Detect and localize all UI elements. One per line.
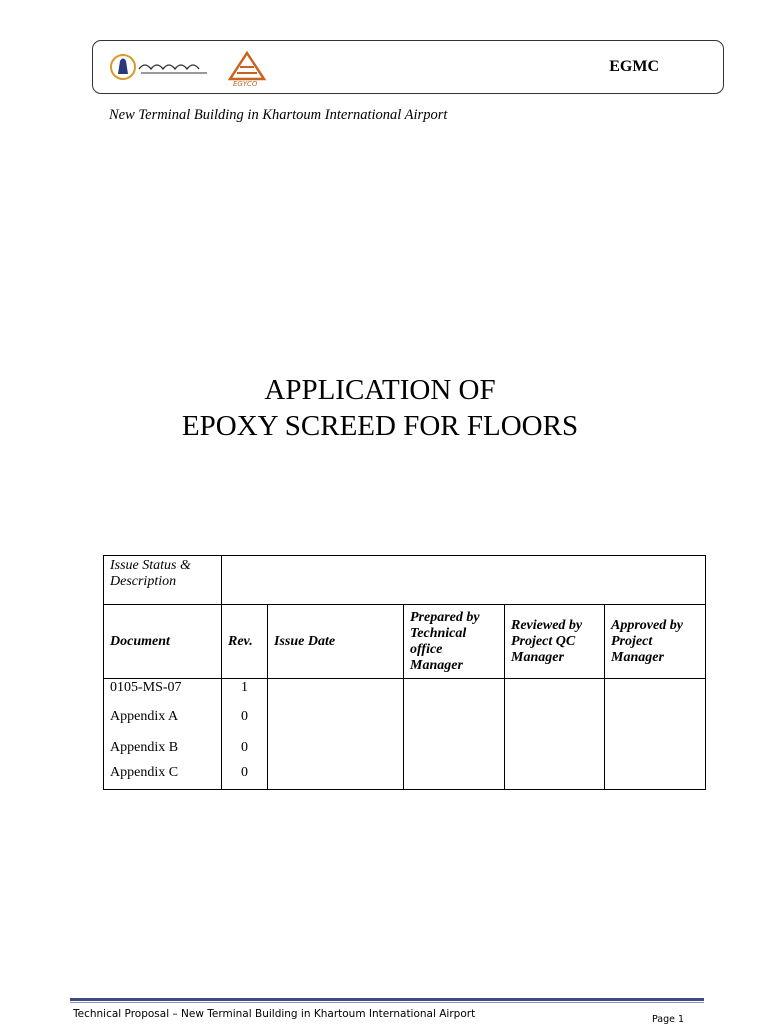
- table-header-row: [104, 605, 706, 679]
- status-label: Issue Status & Description: [104, 556, 222, 605]
- header-document: Document: [104, 605, 222, 679]
- status-value: [222, 556, 706, 605]
- document-row-0: 0105-MS-07: [110, 680, 182, 695]
- page-header: [92, 40, 724, 94]
- header-reviewed-by: Reviewed by Project QC Manager: [505, 605, 605, 679]
- page-number: Page 1: [652, 1014, 685, 1025]
- document-row-3: Appendix C: [110, 765, 179, 780]
- rev-cell: [222, 679, 268, 790]
- issue-status-table: [103, 555, 706, 790]
- approved-by-cell: [605, 679, 706, 790]
- rev-row-1: 0: [241, 709, 248, 724]
- footer-divider-thin: [70, 1002, 704, 1003]
- document-title-line-1: APPLICATION OF: [264, 374, 496, 406]
- document-title: [0, 372, 760, 444]
- header-prepared-by: Prepared by Technical office Manager: [404, 605, 505, 679]
- header-rev: Rev.: [222, 605, 268, 679]
- reviewed-by-cell: [505, 679, 605, 790]
- document-row-2: Appendix B: [110, 740, 179, 755]
- table-row: [104, 679, 706, 790]
- document-row-1: Appendix A: [110, 709, 179, 724]
- rev-row-3: 0: [241, 765, 248, 780]
- company-logo: [109, 47, 269, 87]
- prepared-by-cell: [404, 679, 505, 790]
- rev-row-2: 0: [241, 740, 248, 755]
- company-code: EGMC: [609, 58, 659, 75]
- footer-divider: [70, 998, 704, 1001]
- document-title-line-2: EPOXY SCREED FOR FLOORS: [181, 410, 579, 442]
- document-cell: [104, 679, 222, 790]
- footer-text: Technical Proposal – New Terminal Building in Khartoum International Airport: [73, 1008, 476, 1020]
- logo-wordmark: EGYCO: [233, 80, 258, 87]
- issue-date-cell: [268, 679, 404, 790]
- rev-row-0: 1: [241, 680, 248, 695]
- header-approved-by: Approved by Project Manager: [605, 605, 706, 679]
- header-issue-date: Issue Date: [268, 605, 404, 679]
- project-title: New Terminal Building in Khartoum International Airport: [109, 107, 448, 123]
- status-row: [104, 556, 706, 605]
